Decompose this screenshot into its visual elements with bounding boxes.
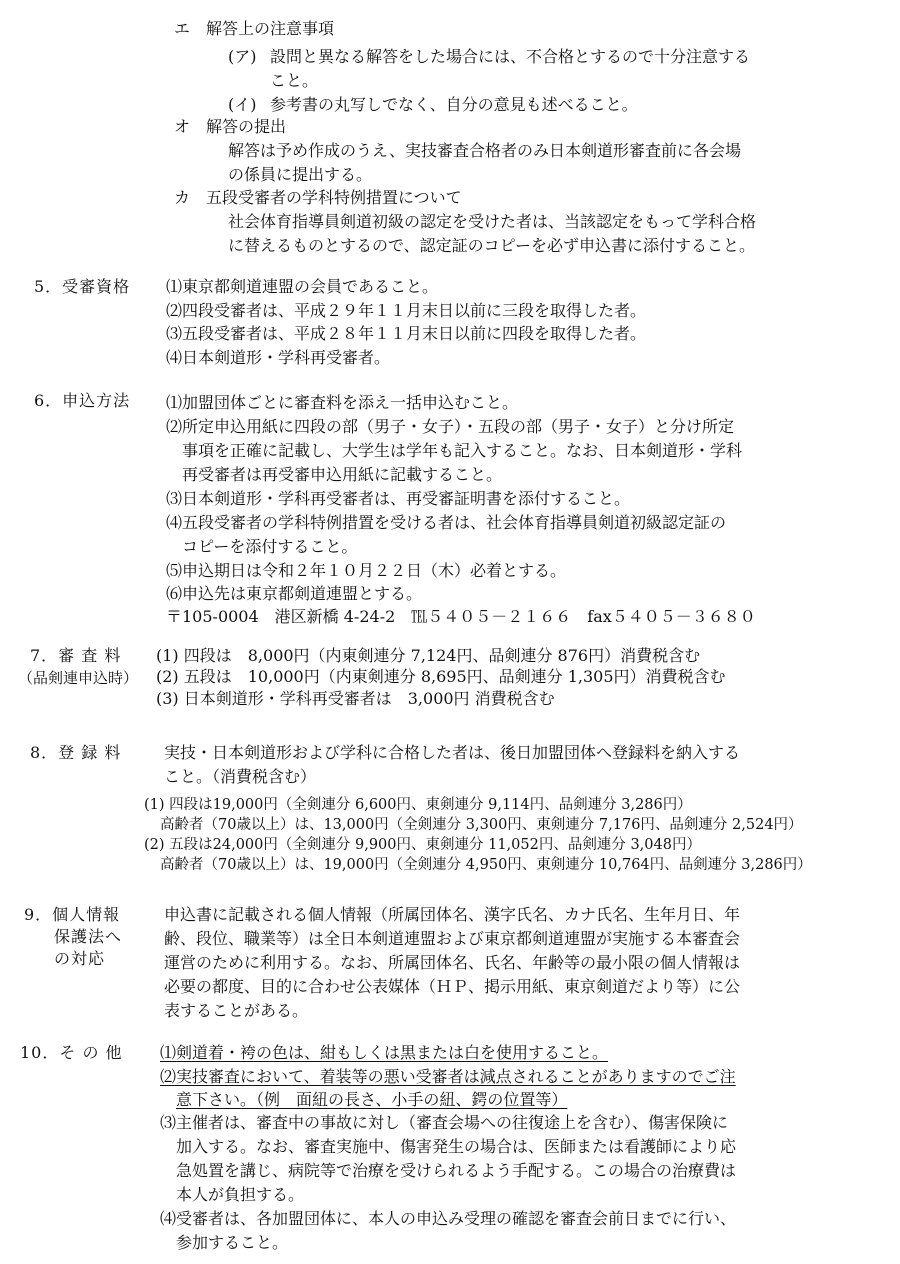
section-7-item-1: (1) 四段は 8,000円（内東剣連分 7,124円、品剣連分 876円）消費税含む [156, 646, 701, 665]
section-5-item-4: ⑷日本剣道形・学科再受審者。 [166, 348, 391, 367]
section-6-item-3: ⑶日本剣道形・学科再受審者は、再受審証明書を添付すること。 [166, 489, 631, 508]
sub-item-e-a-text: 設問と異なる解答をした場合には、不合格とするので十分注意する [270, 47, 751, 66]
sub-item-e-i-text: 参考書の丸写しでなく、自分の意見も述べること。 [270, 95, 638, 114]
sub-item-o-text: 解答は予め作成のうえ、実技審査合格者のみ日本剣道形審査前に各会場 [228, 141, 741, 160]
section-6-item-2: ⑵所定申込用紙に四段の部（男子・女子）・五段の部（男子・女子）と分け所定 [166, 417, 735, 436]
sub-item-ka-text-cont: に替えるものとするので、認定証のコピーを必ず申込書に添付すること。 [228, 236, 756, 255]
section-5-item-1: ⑴東京都剣道連盟の会員であること。 [166, 277, 439, 296]
section-5-item-2: ⑵四段受審者は、平成２９年１１月末日以前に三段を取得した者。 [166, 301, 647, 320]
section-9-line-5: 表することがある。 [164, 1001, 309, 1020]
section-6-item-2-cont: 事項を正確に記載し、大学生は学年も記入すること。なお、日本剣道形・学科 [182, 441, 743, 460]
section-6-label: 6．申込方法 [34, 391, 131, 410]
section-6-item-2-cont2: 再受審者は再受審申込用紙に記載すること。 [182, 465, 503, 484]
section-10-label: 10．そ の 他 [20, 1043, 123, 1062]
section-8-text-cont: こと。（消費税含む） [164, 767, 317, 786]
section-6-item-4: ⑷五段受審者の学科特例措置を受ける者は、社会体育指導員剣道初級認定証の [166, 513, 727, 532]
section-7-sublabel: （品剣連申込時） [18, 669, 139, 687]
section-6-item-4-cont: コピーを添付すること。 [182, 537, 358, 556]
sub-item-o-text-cont: の係員に提出する。 [228, 165, 373, 184]
section-9-line-1: 申込書に記載される個人情報（所属団体名、漢字氏名、カナ氏名、生年月日、年 [164, 905, 741, 924]
sub-item-o-title: 解答の提出 [206, 117, 287, 136]
section-9-label-cont: 保護法へ [54, 927, 123, 946]
section-10-item-4: ⑷受審者は、各加盟団体に、本人の申込み受理の確認を審査会前日までに行い、 [160, 1209, 737, 1228]
section-10-item-2-cont: 意下さい。（例 面紐の長さ、小手の紐、鍔の位置等） [176, 1090, 568, 1109]
sub-item-e-marker: エ [174, 19, 191, 38]
sub-item-e-i-marker: (イ) [228, 95, 257, 114]
section-8-fee-2: (2) 五段は24,000円（全剣連分 9,900円、東剣連分 11,052円、品剣連分 3,048円） [144, 837, 701, 853]
section-8-fee-1: (1) 四段は19,000円（全剣連分 6,600円、東剣連分 9,114円、品剣連分 3,286円） [144, 797, 692, 813]
sub-item-e-a-text-cont: こと。 [270, 71, 319, 90]
section-6-item-1: ⑴加盟団体ごとに審査料を添え一括申込むこと。 [166, 393, 519, 412]
section-10-item-2: ⑵実技審査において、着装等の悪い受審者は減点されることがありますのでご注 [160, 1067, 736, 1086]
section-6-address: 〒105-0004 港区新橋 4-24-2 ℡５４０５－２１６６ fax５４０５－３６８０ [166, 607, 756, 626]
sub-item-e-a-marker: (ア) [228, 47, 257, 66]
section-9-label-cont2: の対応 [54, 949, 106, 968]
section-7-item-2: (2) 五段は 10,000円（内東剣連分 8,695円、品剣連分 1,305円）消費税含む [156, 667, 726, 686]
section-10-item-3-cont2: 急処置を講じ、病院等で治療を受けられるよう手配する。この場合の治療費は [176, 1161, 737, 1180]
sub-item-ka-title: 五段受審者の学科特例措置について [206, 188, 462, 207]
section-9-line-2: 齢、段位、職業等）は全日本剣道連盟および東京都剣道連盟が実施する本審査会 [164, 929, 741, 948]
sub-item-ka-text: 社会体育指導員剣道初級の認定を受けた者は、当該認定をもって学科合格 [228, 212, 757, 231]
section-9-line-4: 必要の都度、目的に合わせ公表媒体（ＨＰ、掲示用紙、東京剣道だより等）に公 [164, 977, 741, 996]
section-10-item-3: ⑶主催者は、審査中の事故に対し（審査会場への往復途上を含む）、傷害保険に [160, 1113, 729, 1132]
section-7-label: 7．審 査 料 [30, 646, 122, 665]
sub-item-ka-marker: カ [174, 188, 191, 207]
sub-item-o-marker: オ [174, 117, 191, 136]
section-8-label: 8．登 録 料 [30, 743, 122, 762]
section-10-item-1: ⑴剣道着・袴の色は、紺もしくは黒または白を使用すること。 [160, 1043, 609, 1062]
section-5-item-3: ⑶五段受審者は、平成２８年１１月末日以前に四段を取得した者。 [166, 324, 647, 343]
section-9-line-3: 運営のために利用する。なお、所属団体名、氏名、年齢等の最小限の個人情報は [164, 953, 741, 972]
section-10-item-4-cont: 参加すること。 [176, 1233, 289, 1252]
sub-item-e-title: 解答上の注意事項 [206, 19, 335, 38]
section-10-item-3-cont3: 本人が負担する。 [176, 1185, 305, 1204]
section-6-item-6: ⑹申込先は東京都剣道連盟とする。 [166, 584, 423, 603]
section-9-label: 9．個人情報 [24, 905, 121, 924]
section-8-text: 実技・日本剣道形および学科に合格した者は、後日加盟団体へ登録料を納入する [164, 743, 741, 762]
section-7-item-3: (3) 日本剣道形・学科再受審者は 3,000円 消費税含む [156, 689, 555, 708]
section-5-label: 5．受審資格 [34, 277, 131, 296]
section-6-item-5: ⑸申込期日は令和２年１０月２２日（木）必着とする。 [166, 561, 567, 580]
section-8-fee-2-senior: 高齢者（70歳以上）は、19,000円（全剣連分 4,950円、東剣連分 10,764円、品剣連分 3,286円） [160, 857, 812, 873]
section-8-fee-1-senior: 高齢者（70歳以上）は、13,000円（全剣連分 3,300円、東剣連分 7,176円、品剣連分 2,524円） [160, 817, 803, 833]
section-10-item-3-cont: 加入する。なお、審査実施中、傷害発生の場合は、医師または看護師により応 [176, 1137, 737, 1156]
